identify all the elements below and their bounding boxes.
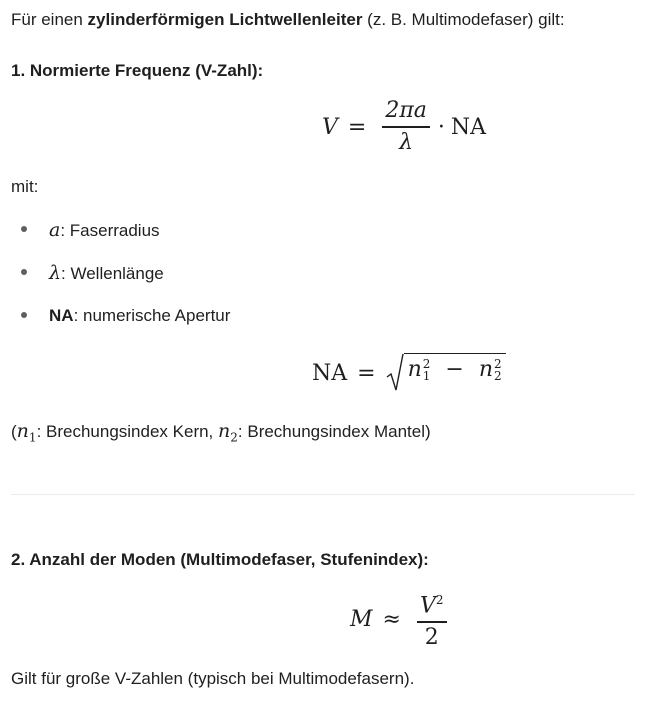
list-item-text: : Wellenlänge bbox=[61, 264, 164, 283]
section2-note: Gilt für große V-Zahlen (typisch bei Multimodefasern). bbox=[11, 669, 415, 688]
mode-denominator: 2 bbox=[424, 624, 439, 650]
bullet-dot bbox=[21, 226, 27, 232]
refractive-index-note bbox=[11, 419, 431, 449]
na-formula bbox=[312, 350, 506, 396]
intro-prefix: Für einen bbox=[11, 10, 88, 29]
sqrt-radicand bbox=[404, 353, 506, 393]
list-item-symbol: λ bbox=[49, 262, 62, 284]
numerator-exponent: 2 bbox=[435, 593, 444, 608]
fraction-numerator: 2πa bbox=[385, 98, 427, 124]
note-n2: n bbox=[218, 420, 231, 442]
formula-equals: = bbox=[347, 114, 367, 140]
formula-na: NA bbox=[450, 114, 487, 140]
n1-symbol: n bbox=[407, 357, 422, 382]
na-minus: − bbox=[445, 357, 464, 382]
section1-heading: 1. Normierte Frequenz (V-Zahl): bbox=[11, 61, 264, 80]
mode-count-formula bbox=[350, 588, 453, 650]
na-lhs: NA bbox=[312, 360, 348, 386]
list-item bbox=[49, 304, 230, 328]
list-item-text: : Faserradius bbox=[60, 221, 160, 240]
formula-m-lhs: M bbox=[350, 606, 373, 632]
section2-heading: 2. Anzahl der Moden (Multimodefaser, Stufenindex): bbox=[11, 550, 429, 569]
na-equals: = bbox=[357, 360, 376, 386]
bullet-dot bbox=[21, 312, 27, 318]
mode-fraction bbox=[417, 587, 447, 651]
note-text-1: : Brechungsindex Kern, bbox=[36, 422, 219, 441]
note-n2-sub: 2 bbox=[230, 430, 238, 445]
list-item bbox=[49, 261, 164, 286]
list-item-symbol: NA bbox=[49, 306, 74, 325]
intro-paragraph bbox=[11, 8, 565, 32]
fraction-denominator: λ bbox=[399, 129, 414, 155]
n1-sub: 1 bbox=[422, 369, 431, 383]
formula-fraction bbox=[382, 98, 430, 155]
n1-sup: 2 bbox=[422, 357, 431, 371]
numerator-v: V bbox=[419, 593, 436, 619]
n2-symbol: n bbox=[478, 357, 493, 382]
sqrt-expression bbox=[386, 353, 506, 393]
intro-suffix: (z. B. Multimodefaser) gilt: bbox=[362, 10, 565, 29]
sqrt-icon bbox=[386, 353, 404, 393]
note-n1: n bbox=[16, 420, 29, 442]
intro-bold-term: zylinderförmigen Lichtwellenleiter bbox=[87, 10, 363, 29]
mode-numerator bbox=[417, 587, 447, 621]
note-text-2: : Brechungsindex Mantel) bbox=[237, 422, 431, 441]
note-open-paren: ( bbox=[11, 422, 17, 441]
list-item-text: : numerische Apertur bbox=[73, 306, 231, 325]
list-item-symbol: a bbox=[49, 219, 61, 241]
n2-sup: 2 bbox=[494, 357, 502, 371]
list-item bbox=[49, 218, 160, 243]
formula-v-lhs: V bbox=[322, 114, 338, 140]
formula-dot: · bbox=[437, 114, 445, 140]
section-divider bbox=[11, 494, 635, 495]
n2-sub: 2 bbox=[494, 369, 502, 383]
mit-label: mit: bbox=[11, 177, 39, 196]
v-number-formula bbox=[322, 98, 486, 156]
bullet-dot bbox=[21, 269, 27, 275]
note-n1-sub: 1 bbox=[28, 430, 37, 445]
formula-approx: ≈ bbox=[382, 606, 401, 632]
